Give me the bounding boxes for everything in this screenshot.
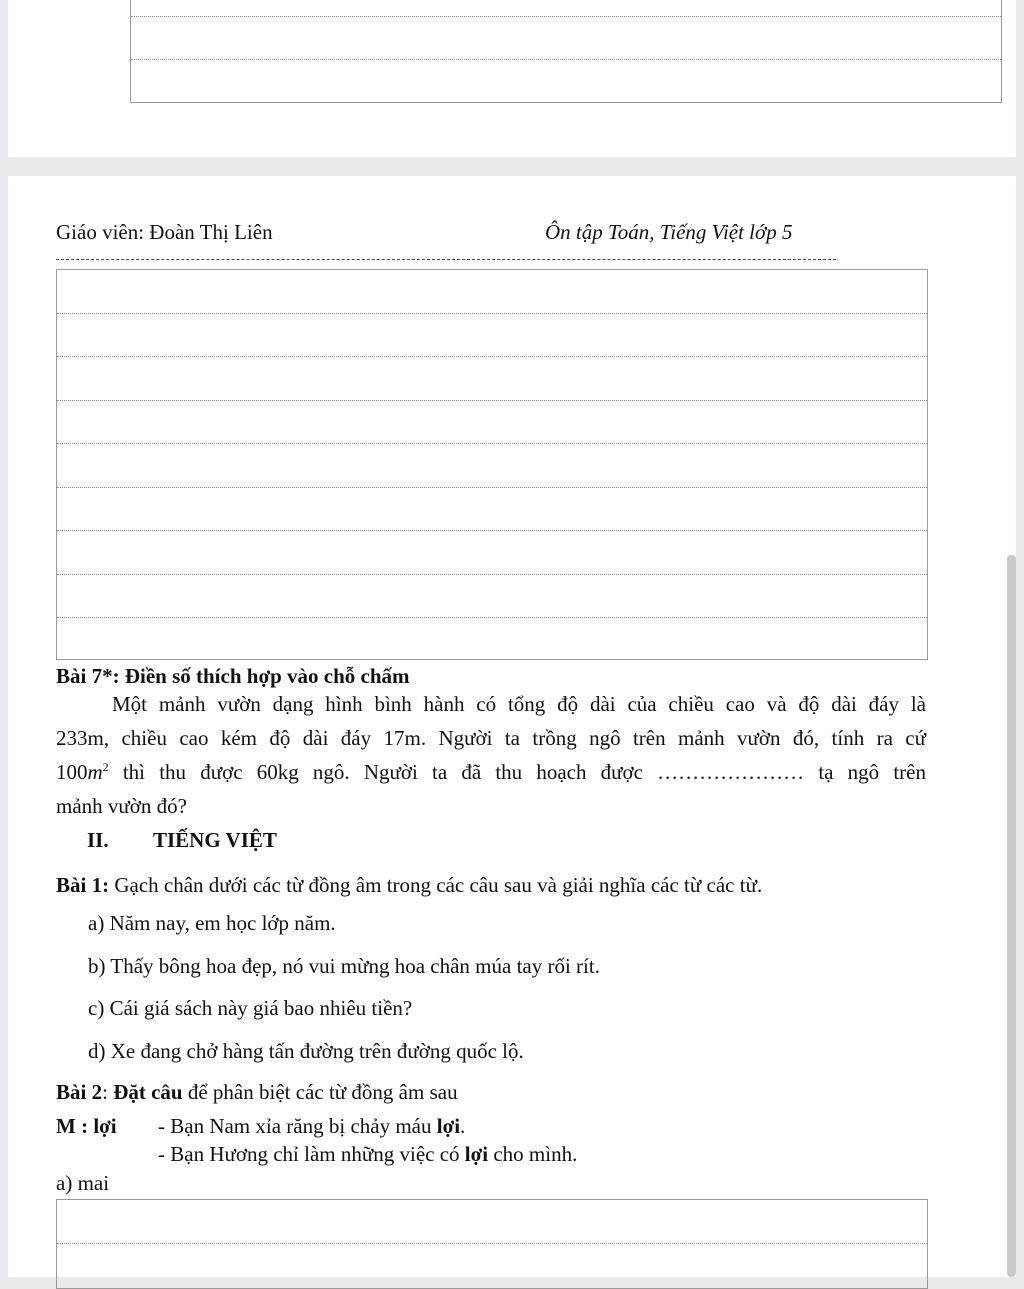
subject-title: Ôn tập Toán, Tiếng Việt lớp 5: [545, 220, 793, 244]
exercise7-line2: 233m, chiều cao kém độ dài đáy 17m. Người ta trồng ngô trên mảnh vườn đó, tính ra cứ: [56, 726, 926, 750]
example-sentence-2: - Bạn Hương chỉ làm những việc có lợi cho mình.: [158, 1142, 578, 1166]
exercise7-line1: Một mảnh vườn dạng hình bình hành có tổng độ dài của chiều cao và độ dài đáy là: [112, 692, 926, 716]
exercise1-item-a: a) Năm nay, em học lớp năm.: [88, 911, 336, 935]
exercise1-item-c: c) Cái giá sách này giá bao nhiêu tiền?: [88, 996, 413, 1020]
example-label: M : lợi: [56, 1114, 117, 1138]
exercise2-heading: Bài 2: Đặt câu để phân biệt các từ đồng âm sau: [56, 1080, 458, 1104]
section-title: TIẾNG VIỆT: [153, 828, 277, 852]
header-divider: [56, 259, 836, 260]
teacher-name: Giáo viên: Đoàn Thị Liên: [56, 220, 273, 244]
section-number: II.: [87, 828, 109, 852]
exercise7-title: Bài 7*: Điền số thích hợp vào chỗ chấm: [56, 664, 410, 688]
answer-lines-box: [56, 269, 928, 660]
answer-lines-box-bottom: [56, 1199, 928, 1289]
exercise1-heading: Bài 1: Gạch chân dưới các từ đồng âm trong các câu sau và giải nghĩa các từ các từ.: [56, 873, 763, 897]
answer-lines-box-top: [130, 0, 1002, 103]
exercise7-line3: $100m^2$ thì thu được 60kg ngô. Người ta đã thu hoạch được ………………… tạ ngô trên: [56, 760, 926, 784]
example-sentence-1: - Bạn Nam xỉa răng bị chảy máu lợi.: [158, 1114, 466, 1138]
exercise1-item-b: b) Thấy bông hoa đẹp, nó vui mừng hoa chân múa tay rối rít.: [88, 954, 600, 978]
exercise2-part-a: a) mai: [56, 1171, 110, 1195]
exercise1-item-d: d) Xe đang chở hàng tấn đường trên đường quốc lộ.: [88, 1039, 524, 1063]
scrollbar[interactable]: [1007, 555, 1016, 1277]
previous-page: [8, 0, 1016, 157]
exercise7-line4: mảnh vườn đó?: [56, 794, 187, 818]
